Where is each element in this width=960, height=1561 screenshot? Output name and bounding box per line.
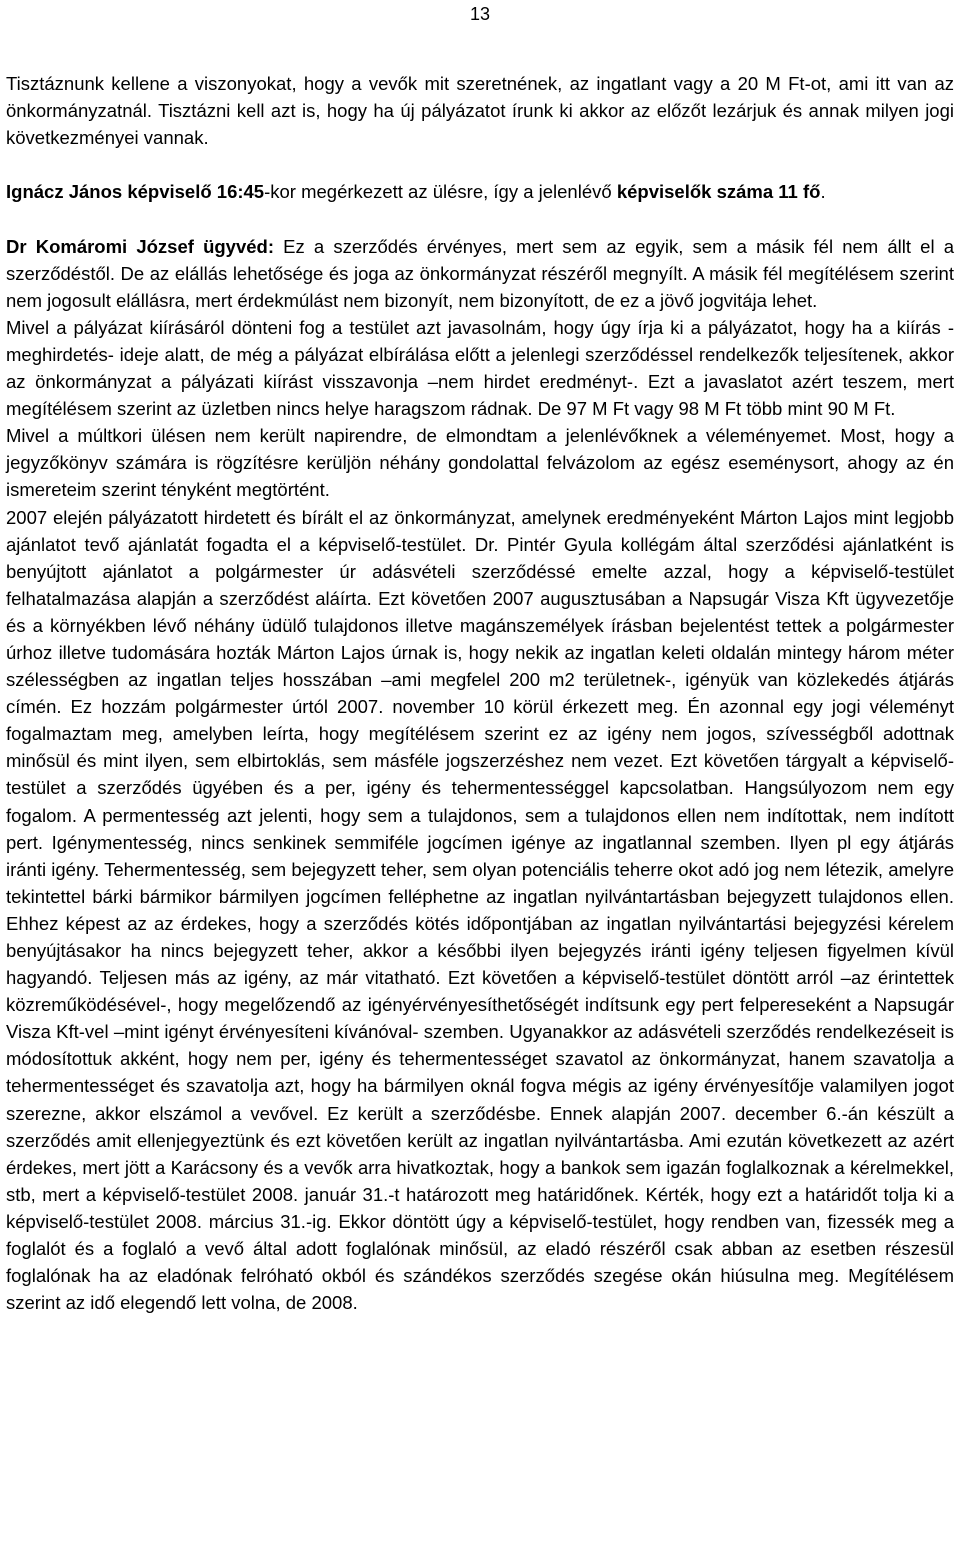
document-body (6, 70, 954, 1316)
arrival-text: -kor megérkezett az ülésre, így a jelenlévő (264, 181, 617, 203)
arrival-bold-name: Ignácz János képviselő 16:45 (6, 181, 265, 203)
paragraph-3-statement (6, 233, 954, 314)
arrival-end: . (820, 181, 826, 203)
paragraph-6: 2007 elején pályázatott hirdetett és bírált el az önkormányzat, amelynek eredményeként Márton Lajos mint legjobb ajánlatot tevő ajánlatát fogadta el a képviselő-testület. Dr. Pintér Gyula kollégám által szerződési ajánlatként is benyújtott ajánlatot a polgármester úr adásvételi szerződéssé emelte azzal, hogy a képviselő-testület felhatalmazása alapján a szerződést aláírta. Ezt követően 2007 augusztusában a Napsugár Visza Kft ügyvezetője és a környékben lévő néhány üdülő tulajdonos illetve magánszemélyek írásban bejelentést tettek a polgármester úrhoz illetve tudomására hozták Márton Lajos úrnak is, hogy nekik az ingatlan keleti oldalán mintegy három méter szélességben az ingatlan teljes hosszában –ami megfelel 200 m2 területnek-, igényük van közlekedés átjárás címén. Ez hozzám polgármester úrtól 2007. november 10 körül érkezett meg. Én azonnal egy jogi véleményt fogalmaztam meg, amelyben leírta, hogy megítélésem szerint ez az igény nem jogos, szívességből adottnak minősül és mint ilyen, sem elbirtoklás, sem másféle jogszerzéshez nem vezet. Ezt követően tárgyalt a képviselő-testület a szerződés ügyében és a per, igény és tehermentességgel kapcsolatban. Hangsúlyozom nem egy fogalom. A permentesség azt jelenti, hogy sem a tulajdonos, sem a tulajdonos ellen nem indítottak, nem indított pert. Igénymentesség, nincs senkinek semmiféle jogcímen igénye az ingatlannal szemben. Ilyen pl egy átjárás iránti igény. Tehermentesség, sem bejegyzett teher, sem olyan potenciális teherre okot adó jog nem létezik, amelyre tekintettel bárki bármikor bármilyen jogcímen felléphetne az ingatlan nyilvántartásban bejegyzett tulajdonos ellen. Ehhez képest az az érdekes, hogy a szerződés kötés időpontjában az ingatlan nyilvántartási bejegyzési kérelem benyújtásakor ha nincs bejegyzett teher, akkor a későbbi ilyen bejegyzés iránti igény teljesen figyelmen kívül hagyandó. Teljesen más az igény, az már vitatható. Ezt követően a képviselő-testület döntött arról –az érintettek közreműködésével-, hogy megelőzendő az igényérvényesíthetőségét indítsunk egy pert felpereseként a Napsugár Visza Kft-vel –mint igényt érvényesíteni kívánóval- szemben. Ugyanakkor az adásvételi szerződés rendelkezéseit is módosítottuk akként, hogy nem per, igény és tehermentességet szavatol az önkormányzat, hanem szavatolja a tehermentességet és szavatolja azt, hogy ha bármilyen oknál fogva mégis az igény érvényesítője valamilyen jogot szerezne, akkor elszámol a vevővel. Ez került a szerződésbe. Ennek alapján 2007. december 6.-án készült a szerződés amit ellenjegyeztünk és ezt követően került az ingatlan nyilvántartásba. Ami ezután következett az azért érdekes, mert jött a Karácsony és a vevők arra hivatkoztak, hogy a bankok sem igazán foglalkoznak a kérelmekkel, stb, mert a képviselő-testület 2008. január 31.-t határozott meg határidőnek. Kérték, hogy ezt a határidőt tolja ki a képviselő-testület 2008. március 31.-ig. Ekkor döntött úgy a képviselő-testület, hogy rendben van, fizessék meg a foglalót és a foglaló a vevő által adott foglalónak minősül, az eladó részéről csak abban az esetben részesül foglalónak ha az eladónak felróható okból és szándékos szerződés szegése okán hiúsulna meg. Megítélésem szerint az idő elegendő lett volna, de 2008. (6, 506, 954, 1314)
paragraph-2-arrival-notice (6, 178, 954, 205)
speaker-name: Dr Komáromi József ügyvéd: (6, 235, 274, 257)
page-number: 13 (469, 4, 491, 24)
paragraph-1: Tisztáznunk kellene a viszonyokat, hogy a vevők mit szeretnének, az ingatlant vagy a 20 M Ft-ot, ami itt van az önkormányzatnál. Tisztázni kell azt is, hogy ha új pályázatot írunk ki akkor az előzőt lezárjuk és annak milyen jogi következményei vannak. (6, 73, 954, 149)
paragraph-4: Mivel a pályázat kiírásáról dönteni fog a testület azt javasolnám, hogy úgy írja ki a pályázatot, hogy ha a kiírás -meghirdetés- ideje alatt, de még a pályázat elbírálása előtt a jelenlegi szerződéssel rendelkezők teljesítenek, akkor az önkormányzat a pályázati kiírást visszavonja –nem hirdet eredményt-. Ezt a javaslatot azért teszem, mert megítélésem szerint az üzletben nincs helye haragszom rádnak. De 97 M Ft vagy 98 M Ft több mint 90 M Ft. (6, 316, 954, 420)
paragraph-5: Mivel a múltkori ülésen nem került napirendre, de elmondtam a jelenlévőknek a véleményemet. Most, hogy a jegyzőkönyv számára is rögzítésre kerüljön néhány gondolattal felvázolom az egész eseménysort, ahogy az én ismereteim szerint tényként megtörtént. (6, 425, 954, 501)
arrival-bold-count: képviselők száma 11 fő (616, 181, 821, 203)
statement-text: Ez a szerződés érvényes, mert sem az egyik, sem a másik fél nem állt el a szerződéstől. De az elállás lehetősége és joga az önkormányzat részéről megnyílt. A másik fél megítélésem szerint nem jogosult elállásra, mert érdekmúlást nem bizonyít, nem bizonyított, de ez a jövő jogvitája lehet. (6, 235, 954, 311)
